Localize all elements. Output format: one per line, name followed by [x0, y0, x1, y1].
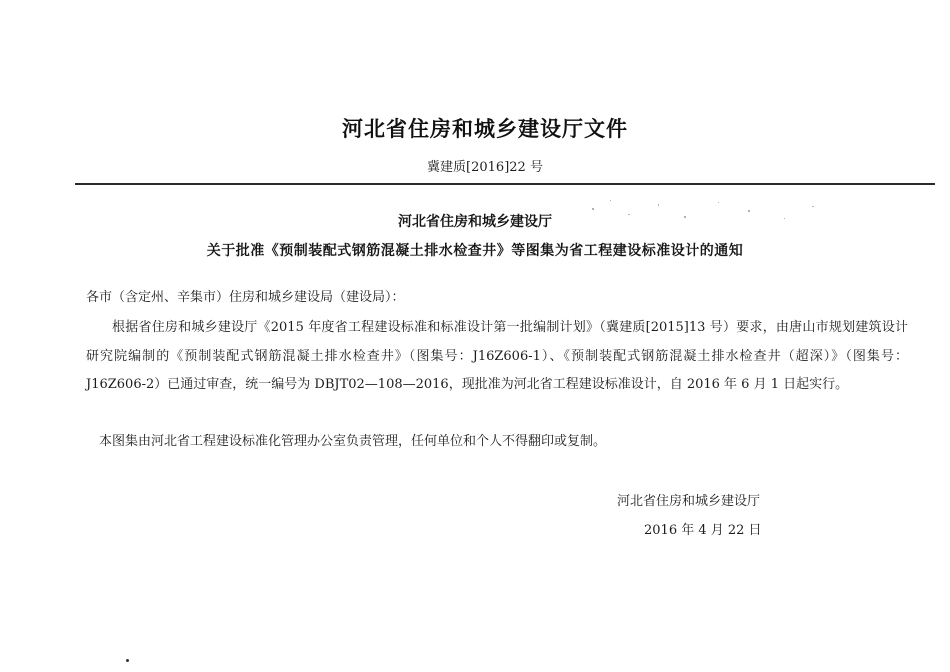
- header-divider: [75, 183, 935, 185]
- notice-issuer: 河北省住房和城乡建设厅: [398, 214, 552, 230]
- document-title: 河北省住房和城乡建设厅文件: [342, 117, 628, 141]
- signature-organization: 河北省住房和城乡建设厅: [617, 494, 761, 509]
- scan-dot: [126, 659, 129, 662]
- body-paragraph-1: 根据省住房和城乡建设厅《2015 年度省工程建设标准和标准设计第一批编制计划》（冀建质[2015]13 号）要求，由唐山市规划建筑设计研究院编制的《预制装配式钢筋混凝土排水检查井》（图集号：J16Z606-1）、《预制装配式钢筋混凝土排水检查井（超深）》（图集号：J16Z606-2）已通过审查，统一编号为 DBJT02—108—2016，现批准为河北省工程建设标准设计，自 2016 年 6 月 1 日起实行。: [86, 320, 908, 392]
- body-paragraph-2: 本图集由河北省工程建设标准化管理办公室负责管理，任何单位和个人不得翻印或复制。: [99, 434, 607, 449]
- signature-date: 2016 年 4 月 22 日: [644, 523, 762, 538]
- notice-subject: 关于批准《预制装配式钢筋混凝土排水检查井》等图集为省工程建设标准设计的通知: [206, 243, 744, 259]
- document-number: 冀建质[2016]22 号: [427, 160, 543, 175]
- addressee-line: 各市（含定州、辛集市）住房和城乡建设局（建设局）：: [86, 290, 405, 305]
- scan-noise: [588, 196, 828, 226]
